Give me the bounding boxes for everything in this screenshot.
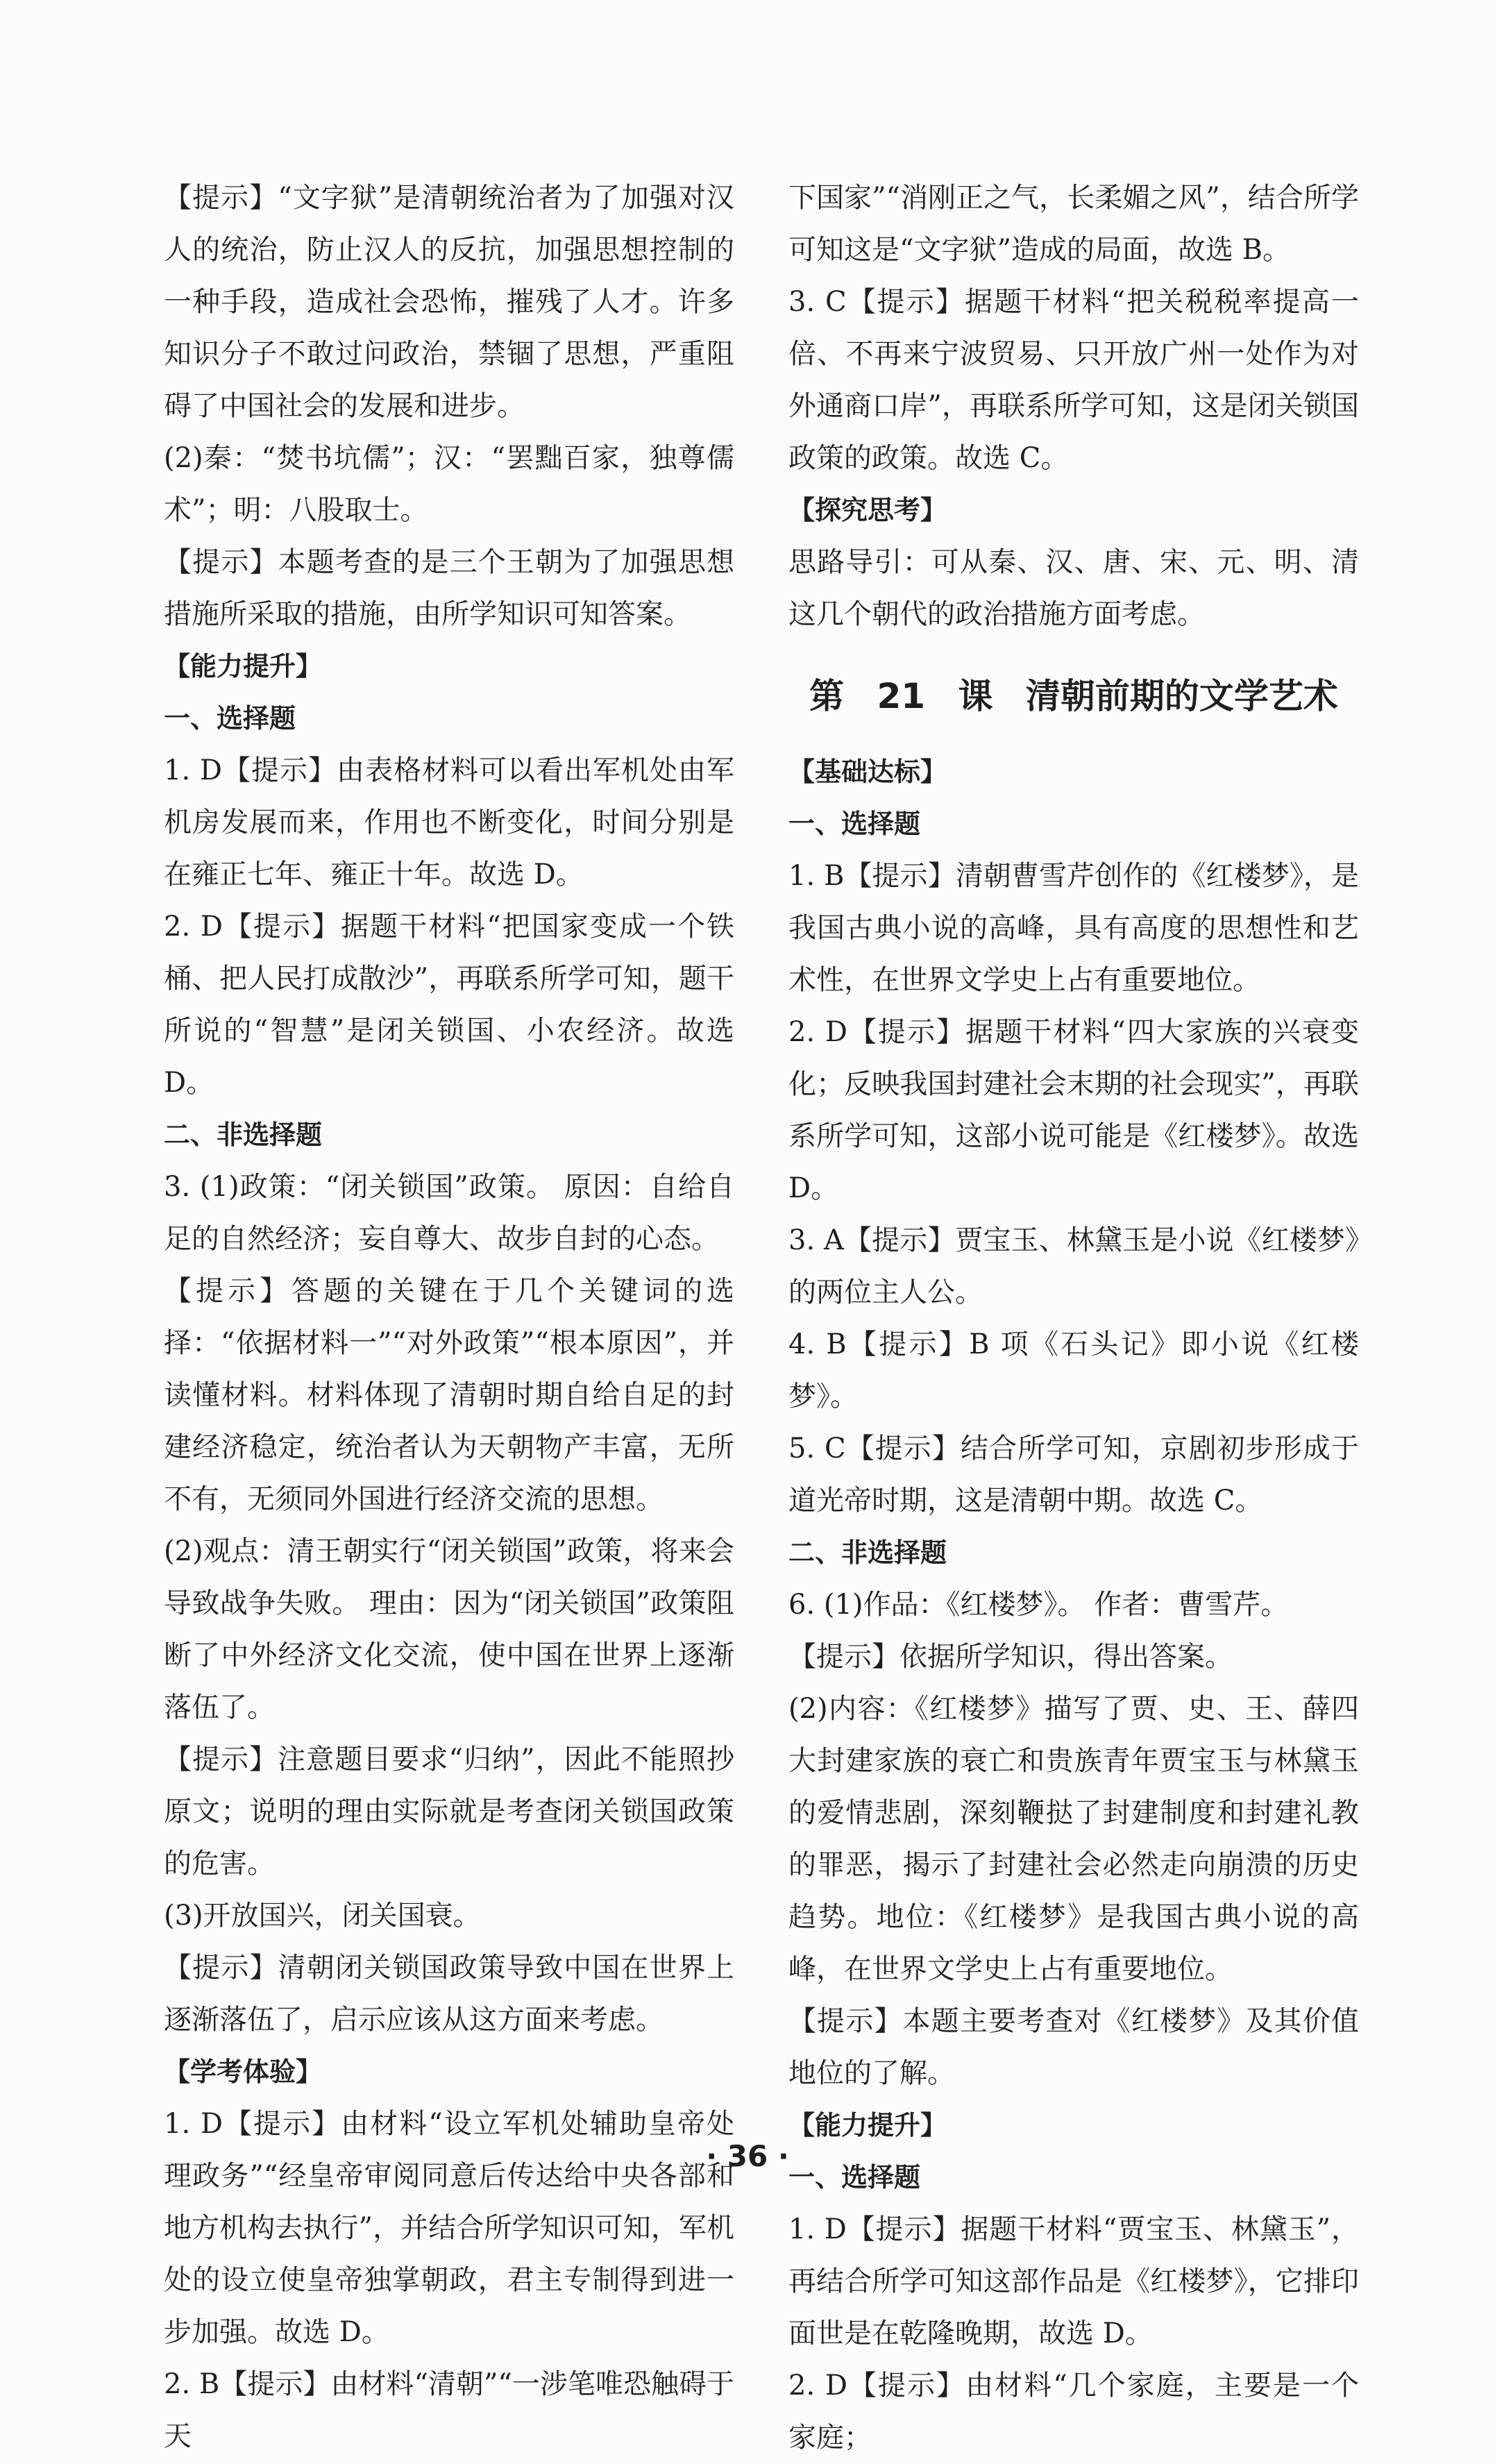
paragraph: 【提示】依据所学知识，得出答案。: [788, 1641, 1233, 1673]
paragraph: 3. C【提示】据题干材料“把关税税率提高一倍、不再来宁波贸易、只开放广州一处作为对外通商口岸”，再联系所学可知，这是闭关锁国政策的政策。故选 C。: [788, 286, 1359, 474]
paragraph: (2)秦：“焚书坑儒”；汉：“罢黜百家，独尊儒术”；明：八股取士。: [164, 442, 734, 526]
paragraph: 【提示】本题考查的是三个王朝为了加强思想措施所采取的措施，由所学知识可知答案。: [164, 546, 734, 630]
paragraph: 【提示】答题的关键在于几个关键词的选择：“依据材料一”“对外政策”“根本原因”，并读懂材料。材料体现了清朝时期自给自足的封建经济稳定，统治者认为天朝物产丰富，无所不有，无须同外国进行经济交流的思想。: [164, 1275, 734, 1515]
section-heading: 【能力提升】: [164, 651, 323, 682]
section-heading: 【探究思考】: [788, 495, 947, 525]
paragraph: 思路导引：可从秦、汉、唐、宋、元、明、清这几个朝代的政治措施方面考虑。: [788, 546, 1359, 630]
page-number: · 36 ·: [706, 2139, 789, 2173]
paragraph: 2. B【提示】由材料“清朝”“一涉笔唯恐触碍于天: [164, 2368, 734, 2452]
paragraph: (3)开放国兴，闭关国衰。: [164, 1900, 481, 1932]
paragraph: 2. D【提示】据题干材料“四大家族的兴衰变化；反映我国封建社会末期的社会现实”，再联系所学可知，这部小说可能是《红楼梦》。故选 D。: [788, 1016, 1359, 1204]
section-heading: 二、非选择题: [164, 1120, 323, 1150]
paragraph: 5. C【提示】结合所学可知，京剧初步形成于道光帝时期，这是清朝中期。故选 C。: [788, 1433, 1359, 1517]
paragraph: 【提示】清朝闭关锁国政策导致中国在世界上逐渐落伍了，启示应该从这方面来考虑。: [164, 1952, 734, 2036]
paragraph: 6. (1)作品：《红楼梦》。 作者：曹雪芹。: [788, 1589, 1289, 1621]
paragraph: 【提示】注意题目要求“归纳”，因此不能照抄原文；说明的理由实际就是考查闭关锁国政策的危害。: [164, 1744, 734, 1880]
paragraph: 2. D【提示】由材料“几个家庭，主要是一个家庭；: [788, 2370, 1359, 2454]
left-column: [164, 172, 734, 2463]
section-heading: 【学考体验】: [164, 2057, 323, 2087]
paragraph: 1. B【提示】清朝曹雪芹创作的《红楼梦》，是我国古典小说的高峰，具有高度的思想性和艺术性，在世界文学史上占有重要地位。: [788, 860, 1359, 996]
section-heading: 一、选择题: [788, 2162, 921, 2193]
section-heading: 【能力提升】: [788, 2110, 947, 2141]
paragraph: 4. B【提示】B 项《石头记》即小说《红楼梦》。: [788, 1328, 1359, 1412]
paragraph: 1. D【提示】由表格材料可以看出军机处由军机房发展而来，作用也不断变化，时间分别是在雍正七年、雍正十年。故选 D。: [164, 754, 734, 891]
lesson-title: 第 21 课 清朝前期的文学艺术: [809, 676, 1338, 716]
paragraph: 1. D【提示】据题干材料“贾宝玉、林黛玉”，再结合所学可知这部作品是《红楼梦》，它排印面世是在乾隆晚期，故选 D。: [788, 2213, 1359, 2349]
section-heading: 【基础达标】: [788, 757, 947, 787]
paragraph: 2. D【提示】据题干材料“把国家变成一个铁桶、把人民打成散沙”，再联系所学可知，题干所说的“智慧”是闭关锁国、小农经济。故选 D。: [164, 911, 734, 1099]
right-column: [788, 172, 1359, 2464]
paragraph: 1. D【提示】由材料“设立军机处辅助皇帝处理政务”“经皇帝审阅同意后传达给中央各部和地方机构去执行”，并结合所学知识可知，军机处的设立使皇帝独掌朝政，君主专制得到进一步加强。故选 D。: [164, 2108, 734, 2348]
paragraph: (2)内容：《红楼梦》描写了贾、史、王、薛四大封建家族的衰亡和贵族青年贾宝玉与林黛玉的爱情悲剧，深刻鞭挞了封建制度和封建礼教的罪恶，揭示了封建社会必然走向崩溃的历史趋势。地位：《红楼梦》是我国古典小说的高峰，在世界文学史上占有重要地位。: [788, 1693, 1359, 1985]
paragraph: 3. (1)政策：“闭关锁国”政策。 原因：自给自足的自然经济；妄自尊大、故步自封的心态。: [164, 1171, 734, 1255]
paragraph: 【提示】本题主要考查对《红楼梦》及其价值地位的了解。: [788, 2005, 1359, 2089]
section-heading: 一、选择题: [788, 809, 921, 839]
paragraph: (2)观点：清王朝实行“闭关锁国”政策，将来会导致战争失败。 理由：因为“闭关锁国”政策阻断了中外经济文化交流，使中国在世界上逐渐落伍了。: [164, 1535, 734, 1723]
paragraph: 【提示】“文字狱”是清朝统治者为了加强对汉人的统治，防止汉人的反抗，加强思想控制的一种手段，造成社会恐怖，摧残了人才。许多知识分子不敢过问政治，禁锢了思想，严重阻碍了中国社会的发展和进步。: [164, 182, 734, 422]
section-heading: 一、选择题: [164, 703, 296, 734]
paragraph: 下国家”“消刚正之气，长柔媚之风”，结合所学可知这是“文字狱”造成的局面，故选 B。: [788, 182, 1359, 266]
paragraph: 3. A【提示】贾宝玉、林黛玉是小说《红楼梦》的两位主人公。: [788, 1224, 1359, 1308]
section-heading: 二、非选择题: [788, 1537, 947, 1568]
